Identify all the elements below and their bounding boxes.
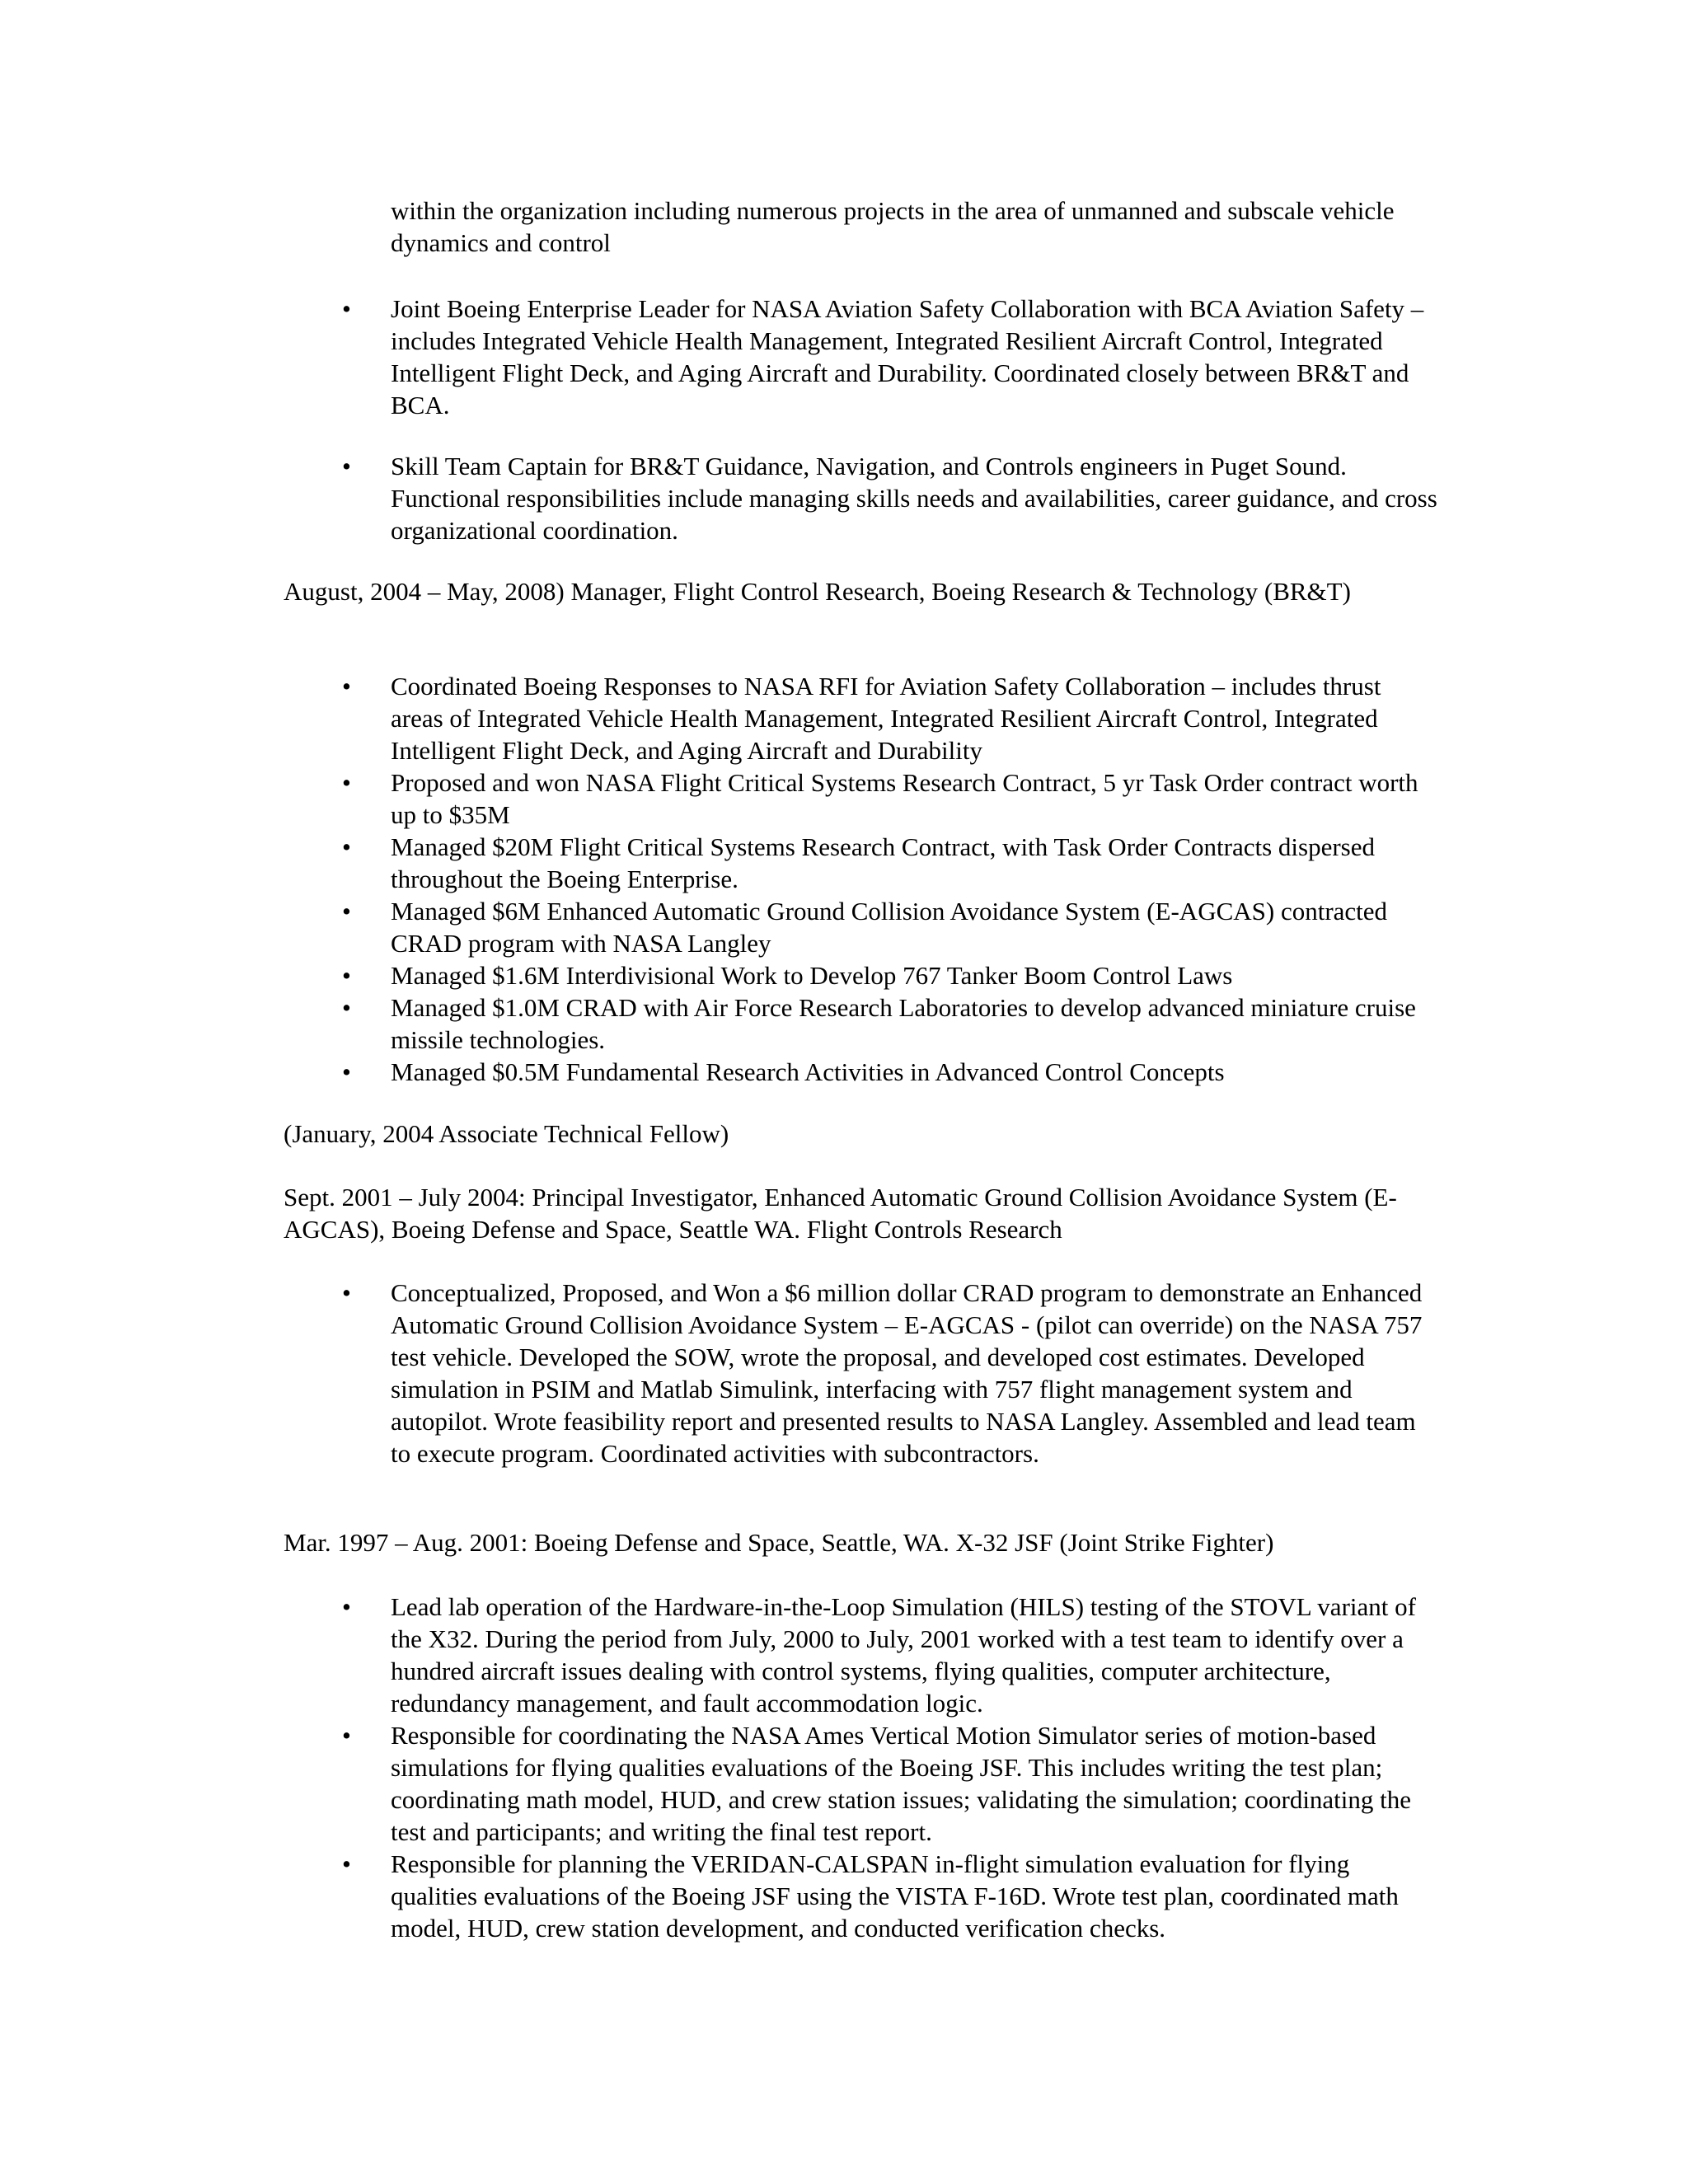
list-item xyxy=(0,991,1437,1056)
list-item-text: Conceptualized, Proposed, and Won a $6 million dollar CRAD program to demonstrate an Enhanced Automatic Ground Collision Avoidance System – E-AGCAS - (pilot can override) on the NASA 757 test vehicle. Developed the SOW, wrote the proposal, and developed cost estimates. Developed simulation in PSIM and Matlab Simulink, interfacing with 757 flight management system and autopilot. Wrote feasibility report and presented results to NASA Langley. Assembled and lead team to execute program. Coordinated activities with subcontractors. xyxy=(391,1278,1423,1468)
list-item xyxy=(0,1277,1437,1469)
intro-continuation: within the organization including numerous projects in the area of unmanned and subscale vehicle dynamics and control xyxy=(391,196,1395,257)
list-item xyxy=(0,450,1437,546)
bullet-icon: • xyxy=(342,1721,351,1750)
list-item xyxy=(0,1056,1437,1088)
position-heading-2004: August, 2004 – May, 2008) Manager, Flight Control Research, Boeing Research & Technology (BR&T) xyxy=(284,577,1351,606)
fellow-note: (January, 2004 Associate Technical Fellow) xyxy=(284,1119,729,1148)
list-item xyxy=(0,670,1437,766)
bullet-icon: • xyxy=(342,1057,351,1086)
bullet-icon: • xyxy=(342,993,351,1022)
bullet-icon: • xyxy=(342,1278,351,1307)
jsf-responsibilities-list xyxy=(0,1591,1437,1944)
list-item-text: Managed $0.5M Fundamental Research Activities in Advanced Control Concepts xyxy=(391,1057,1225,1086)
bullet-icon: • xyxy=(342,452,351,480)
list-item-text: Coordinated Boeing Responses to NASA RFI for Aviation Safety Collaboration – includes thrust areas of Integrated Vehicle Health Management, Integrated Resilient Aircraft Control, Integrated Intelligent Flight Deck, and Aging Aircraft and Durability xyxy=(391,672,1381,765)
list-item xyxy=(0,1719,1437,1848)
list-item-text: Skill Team Captain for BR&T Guidance, Navigation, and Controls engineers in Puget Sound. Functional responsibilities include managing skills needs and availabilities, career guidance, and cross organizational coordination. xyxy=(391,452,1437,545)
bullet-icon: • xyxy=(342,768,351,797)
list-item xyxy=(0,959,1437,991)
list-item xyxy=(0,766,1437,831)
manager-responsibilities-list xyxy=(0,670,1437,1088)
bullet-icon: • xyxy=(342,897,351,926)
list-item-text: Responsible for planning the VERIDAN-CALSPAN in-flight simulation evaluation for flying qualities evaluations of the Boeing JSF using the VISTA F-16D. Wrote test plan, coordinated math model, HUD, crew station development, and conducted verification checks. xyxy=(391,1849,1399,1943)
bullet-icon: • xyxy=(342,672,351,701)
list-item xyxy=(0,1591,1437,1719)
leadership-list-2 xyxy=(0,450,1437,546)
bullet-icon: • xyxy=(342,1592,351,1621)
list-item-text: Managed $1.6M Interdivisional Work to Develop 767 Tanker Boom Control Laws xyxy=(391,961,1233,990)
bullet-icon: • xyxy=(342,832,351,861)
bullet-icon: • xyxy=(342,294,351,323)
list-item-text: Lead lab operation of the Hardware-in-the-Loop Simulation (HILS) testing of the STOVL variant of the X32. During the period from July, 2000 to July, 2001 worked with a test team to identify over a hundred aircraft issues dealing with control systems, flying qualities, computer architecture, redundancy management, and fault accommodation logic. xyxy=(391,1592,1416,1718)
list-item xyxy=(0,293,1437,421)
position-heading-1997: Mar. 1997 – Aug. 2001: Boeing Defense and Space, Seattle, WA. X-32 JSF (Joint Strike Fighter) xyxy=(284,1528,1274,1557)
list-item xyxy=(0,831,1437,895)
list-item-text: Responsible for coordinating the NASA Ames Vertical Motion Simulator series of motion-based simulations for flying qualities evaluations of the Boeing JSF. This includes writing the test plan; coordinating math model, HUD, and crew station issues; validating the simulation; coordinating the test and participants; and writing the final test report. xyxy=(391,1721,1412,1846)
bullet-icon: • xyxy=(342,961,351,990)
principal-investigator-list xyxy=(0,1277,1437,1469)
list-item xyxy=(0,895,1437,959)
list-item xyxy=(0,1848,1437,1944)
position-heading-2001: Sept. 2001 – July 2004: Principal Investigator, Enhanced Automatic Ground Collision Avoidance System (E-AGCAS), Boeing Defense and Space, Seattle WA. Flight Controls Research xyxy=(284,1183,1397,1244)
list-item-text: Proposed and won NASA Flight Critical Systems Research Contract, 5 yr Task Order contract worth up to $35M xyxy=(391,768,1418,829)
leadership-list-1 xyxy=(0,293,1437,421)
list-item-text: Managed $6M Enhanced Automatic Ground Collision Avoidance System (E-AGCAS) contracted CRAD program with NASA Langley xyxy=(391,897,1388,958)
list-item-text: Managed $20M Flight Critical Systems Research Contract, with Task Order Contracts dispersed throughout the Boeing Enterprise. xyxy=(391,832,1375,893)
list-item-text: Joint Boeing Enterprise Leader for NASA Aviation Safety Collaboration with BCA Aviation Safety – includes Integrated Vehicle Health Management, Integrated Resilient Aircraft Control, Integrated Intelligent Flight Deck, and Aging Aircraft and Durability. Coordinated closely between BR&T and BCA. xyxy=(391,294,1424,419)
bullet-icon: • xyxy=(342,1849,351,1878)
list-item-text: Managed $1.0M CRAD with Air Force Research Laboratories to develop advanced miniature cruise missile technologies. xyxy=(391,993,1416,1054)
